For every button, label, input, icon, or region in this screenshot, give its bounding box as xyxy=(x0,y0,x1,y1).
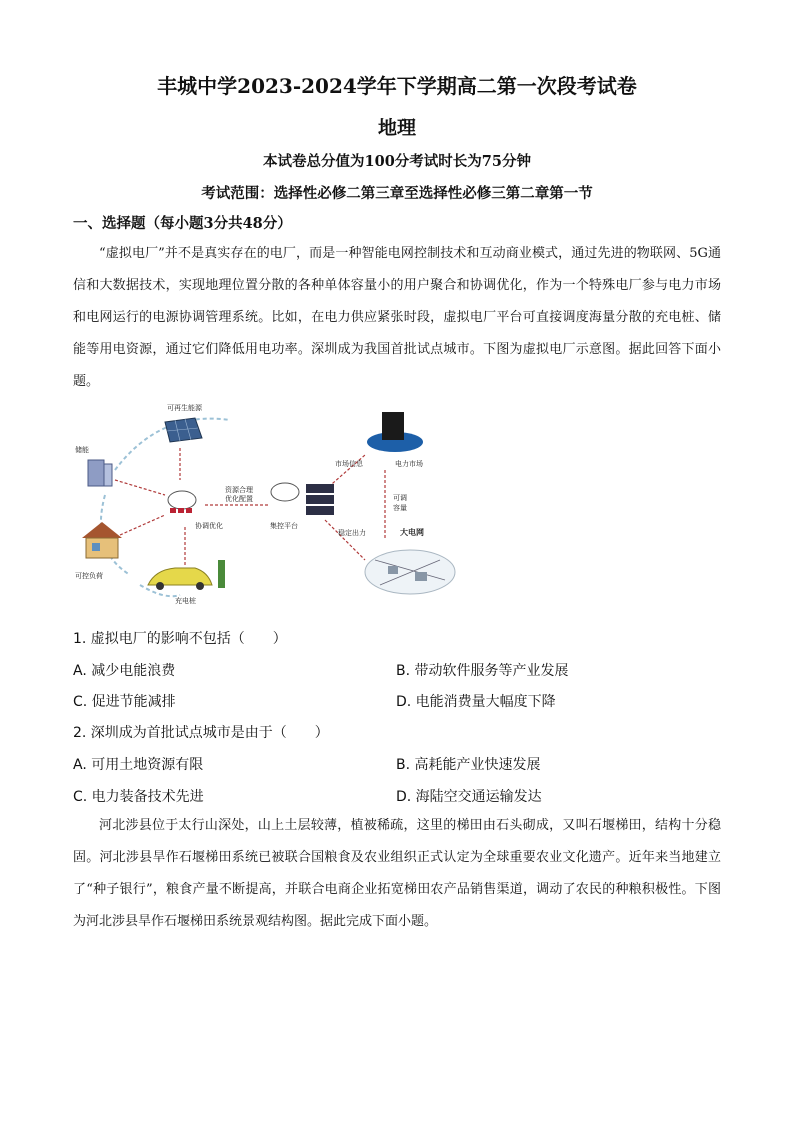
q2-option-d[interactable]: D. 海陆空交通运输发达 xyxy=(396,789,542,805)
label-adjustable-1: 可调 xyxy=(393,494,407,502)
label-coordination: 协调优化 xyxy=(195,522,223,530)
server-platform-icon xyxy=(271,483,334,515)
house-icon xyxy=(82,522,122,558)
q1-option-d[interactable]: D. 电能消费量大幅度下降 xyxy=(396,694,556,710)
q2-option-a[interactable]: A. 可用土地资源有限 xyxy=(73,757,204,773)
diagram-svg xyxy=(70,400,460,610)
coordination-cloud-icon xyxy=(168,491,196,513)
passage-text: “虚拟电厂”并不是真实存在的电厂，而是一种智能电网控制技术和互动商业模式，通过先进的物联网、5G通信和大数据技术，实现地理位置分散的各种单体容量小的用户聚合和协调优化，作为一个特殊电厂参与电力市场和电网运行的电源协调管理系统。比如，在电力供应紧张时段，虚拟电厂平台可直接调度海量分散的充电桩、储能等用电资源，通过它们降低用电功率。深圳成为我国首批试点城市。下图为虚拟电厂示意图。据此回答下面小题。 xyxy=(73,246,721,389)
label-platform: 集控平台 xyxy=(270,522,298,530)
q2-option-c[interactable]: C. 电力装备技术先进 xyxy=(73,789,204,805)
label-resource-allocation-1: 资源合理 xyxy=(225,486,253,494)
subject-title: 地理 xyxy=(377,117,416,139)
passage-text: 河北涉县位于太行山深处，山上土层较薄，植被稀疏，这里的梯田由石头砌成，又叫石堰梯田，结构十分稳固。河北涉县旱作石堰梯田系统已被联合国粮食及农业组织正式认定为全球重要农业文化遗产。近年来当地建立了“种子银行”，粮食产量不断提高，并联合电商企业拓宽梯田农产品销售渠道，调动了农民的种粮积极性。下图为河北涉县旱作石堰梯田系统景观结构图。据此完成下面小题。 xyxy=(73,818,721,929)
virtual-power-plant-diagram xyxy=(70,400,460,610)
label-controllable-load: 可控负荷 xyxy=(75,572,103,580)
arrow-storage-coord xyxy=(115,480,165,495)
q1-option-c[interactable]: C. 促进节能减排 xyxy=(73,694,176,710)
label-resource-allocation-2: 优化配置 xyxy=(225,495,253,503)
exam-scope: 考试范围：选择性必修二第三章至选择性必修三第二章第一节 xyxy=(201,185,593,202)
passage-terraces xyxy=(73,810,721,938)
q2-option-b[interactable]: B. 高耗能产业快速发展 xyxy=(396,757,541,773)
ev-car-icon xyxy=(148,560,225,590)
storage-icon xyxy=(88,460,112,486)
label-charging-pile: 充电桩 xyxy=(175,597,196,605)
q1-option-b[interactable]: B. 带动软件服务等产业发展 xyxy=(396,663,569,679)
passage-virtual-power-plant xyxy=(73,238,721,398)
label-grid: 大电网 xyxy=(400,528,424,537)
exam-title: 丰城中学2023-2024学年下学期高二第一次段考试卷 xyxy=(157,74,637,98)
arrow-load-coord xyxy=(120,515,165,535)
label-storage: 储能 xyxy=(75,446,89,454)
label-adjustable-2: 容量 xyxy=(393,504,407,512)
label-market-info: 市场信息 xyxy=(335,460,363,468)
question-1-stem: 1. 虚拟电厂的影响不包括（ ） xyxy=(73,631,287,647)
q1-option-a[interactable]: A. 减少电能浪费 xyxy=(73,663,176,679)
question-2-stem: 2. 深圳成为首批试点城市是由于（ ） xyxy=(73,725,329,741)
exam-info: 本试卷总分值为100分考试时长为75分钟 xyxy=(263,153,531,170)
label-renewable: 可再生能源 xyxy=(167,404,202,412)
grid-illustration-icon xyxy=(365,550,455,594)
label-power-market: 电力市场 xyxy=(395,460,423,468)
section-heading: 一、选择题（每小题3分共48分） xyxy=(73,215,292,232)
solar-panel-icon xyxy=(165,418,202,442)
power-market-icon xyxy=(367,412,423,452)
arrow-platform-grid xyxy=(325,520,365,560)
label-stable-output: 稳定出力 xyxy=(338,529,366,537)
